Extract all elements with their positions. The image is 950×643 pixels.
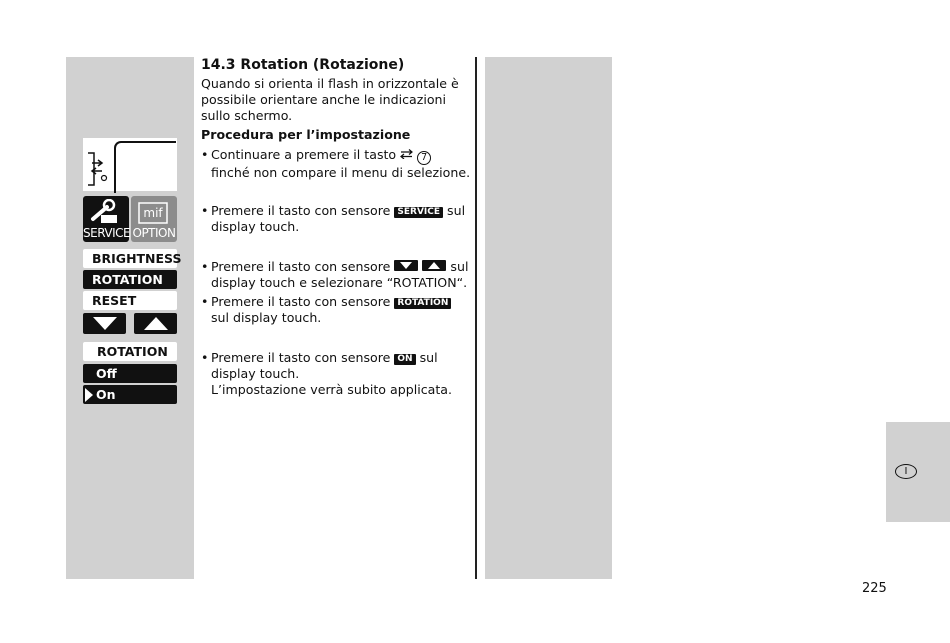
down-arrow-chip — [394, 260, 418, 271]
rotation-option-on[interactable]: On — [83, 385, 177, 404]
page-number: 225 — [862, 581, 887, 596]
triangle-up-icon — [428, 262, 440, 269]
step-2: • Premere il tasto con sensore SERVICE sul display touch. — [201, 203, 466, 234]
flash-device-illustration — [83, 138, 177, 191]
rotation-menu-title: ROTATION — [83, 342, 177, 361]
right-gray-panel — [485, 57, 612, 579]
scroll-down-button[interactable] — [83, 313, 126, 334]
step-4: • Premere il tasto con sensore ROTATION sul display touch. — [201, 294, 473, 326]
column-divider — [475, 57, 477, 579]
device-screen — [114, 141, 176, 193]
step-3: • Premere il tasto con sensore sul display touch e selezionare “ROTATION“. — [201, 259, 469, 290]
triangle-up-icon — [144, 317, 168, 330]
triangle-down-icon — [400, 262, 412, 269]
service-chip: SERVICE — [394, 207, 443, 218]
step-5: • Premere il tasto con sensore ON sul display touch. L’impostazione verrà subito applicata. — [201, 350, 452, 397]
on-chip: ON — [394, 354, 415, 365]
triangle-down-icon — [93, 317, 117, 330]
menu-item-reset[interactable]: RESET — [83, 291, 177, 310]
key-number-7: 7 — [417, 151, 431, 165]
rotation-chip: ROTATION — [394, 298, 451, 309]
up-arrow-chip — [422, 260, 446, 271]
rotate-arrows-icon — [400, 149, 413, 159]
mif-logo-icon — [135, 199, 173, 225]
language-marker: I — [895, 464, 917, 479]
step-1: • Continuare a premere il tasto 7 finché non compare il menu di selezione. — [201, 147, 471, 180]
wrench-icon — [87, 199, 125, 225]
service-tile[interactable] — [83, 196, 129, 242]
intro-paragraph: Quando si orienta il flash in orizzontale è possibile orientare anche le indicazioni sullo schermo. — [201, 76, 459, 123]
rotation-option-off[interactable]: Off — [83, 364, 177, 383]
option-tile[interactable] — [131, 196, 177, 242]
menu-item-rotation[interactable]: ROTATION — [83, 270, 177, 289]
procedure-title: Procedura per l’impostazione — [201, 127, 411, 142]
option-tile-label: OPTION — [132, 226, 176, 240]
section-heading: 14.3 Rotation (Rotazione) — [201, 57, 405, 73]
selection-pointer-icon — [85, 388, 93, 402]
scroll-up-button[interactable] — [134, 313, 177, 334]
menu-item-brightness[interactable]: BRIGHTNESS — [83, 249, 177, 268]
service-tile-label: SERVICE — [83, 226, 131, 240]
rotate-key-icon — [86, 151, 108, 187]
svg-text:mif: mif — [143, 206, 163, 220]
